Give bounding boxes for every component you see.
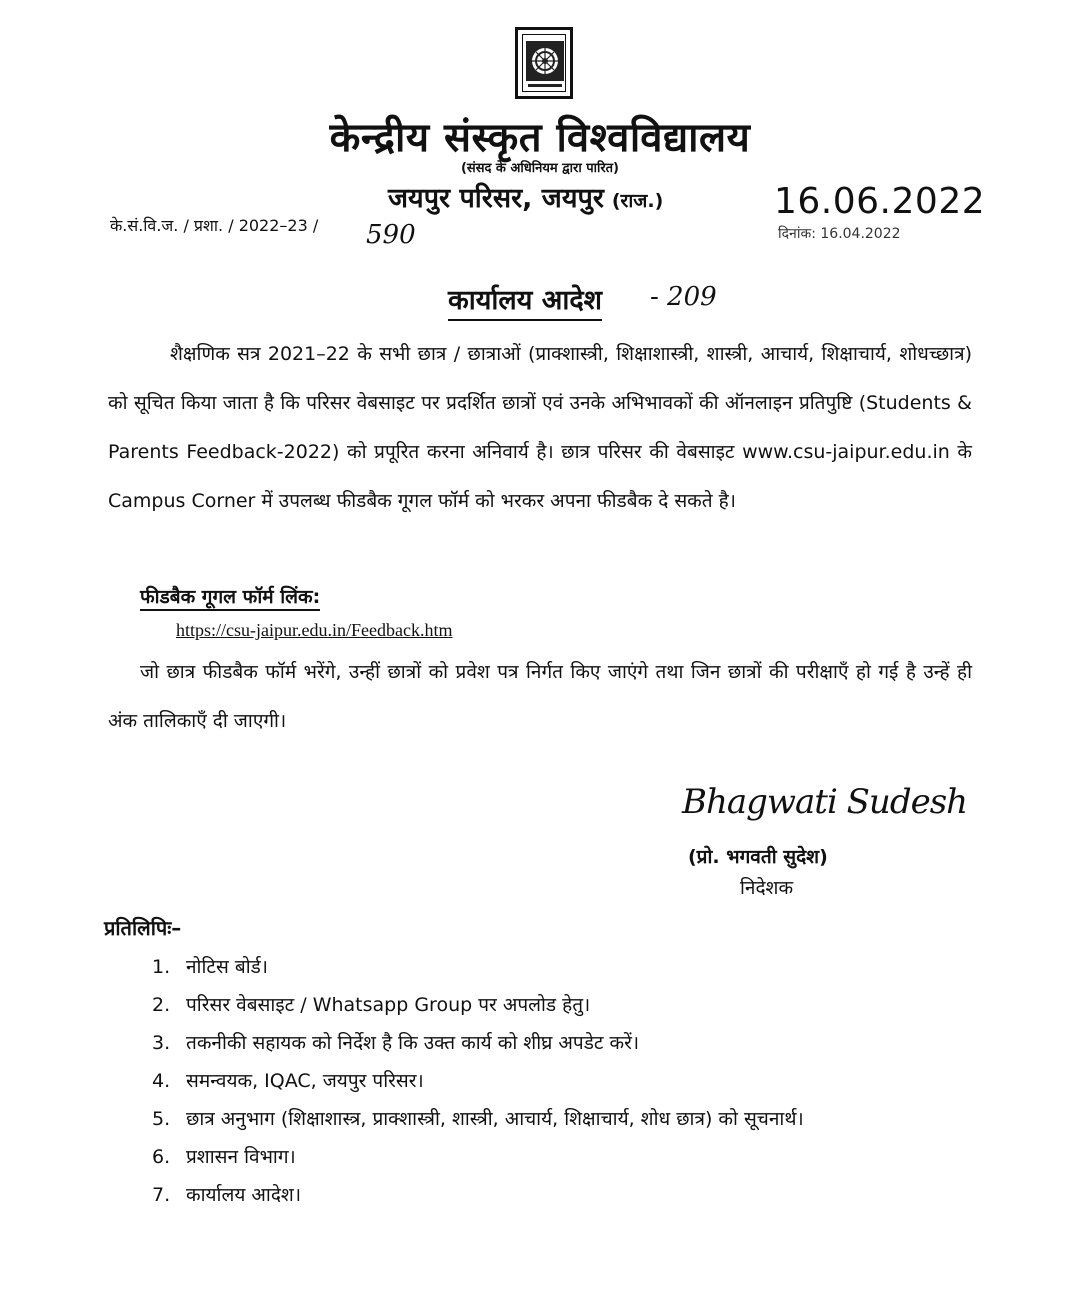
list-item-text: प्रशासन विभाग। (186, 1146, 296, 1168)
act-note: (संसद के अधिनियम द्वारा पारित) (460, 161, 619, 176)
stamped-date: 16.06.2022 (774, 181, 986, 222)
body-paragraph-1: शैक्षणिक सत्र 2021–22 के सभी छात्र / छात्राओं (प्राक्शास्त्री, शिक्षाशास्त्री, शास्त्री, आचार्य, शिक्षाचार्य, शोधच्छात्र) को सूचित किया जाता है कि परिसर वेबसाइट पर प्रदर्शित छात्रों एवं उनके अभिभावकों की ऑनलाइन प्रतिपुष्टि (Students & Parents Feedback-2022) को प्रपूरित करना अनिवार्य है। छात्र परिसर की वेबसाइट www.csu-jaipur.edu.in के Campus Corner में उपलब्ध फीडबैक गूगल फॉर्म को भरकर अपना फीडबैक दे सकते है। (108, 343, 972, 512)
list-item (152, 1024, 974, 1062)
emblem-drawing (523, 35, 567, 93)
campus-name (388, 178, 663, 215)
reference-number: के.सं.वि.ज. / प्रशा. / 2022–23 / (110, 216, 319, 235)
signature: Bhagwati Sudesh (682, 782, 968, 822)
list-item-number: 2. (152, 994, 171, 1016)
list-item-number: 3. (152, 1032, 171, 1054)
handwritten-order-number: - 209 (650, 282, 717, 312)
list-item-number: 4. (152, 1070, 171, 1092)
list-item-number: 6. (152, 1146, 171, 1168)
list-item-text: कार्यालय आदेश। (186, 1184, 302, 1206)
order-title: कार्यालय आदेश (448, 280, 602, 321)
university-emblem-icon (515, 27, 573, 99)
university-name: केन्द्रीय संस्कृत विश्वविद्यालय (329, 115, 751, 161)
list-item-text: नोटिस बोर्ड। (186, 956, 268, 978)
list-item (152, 1176, 974, 1214)
list-item-number: 1. (152, 956, 171, 978)
feedback-link-label: फीडबैक गूगल फॉर्म लिंक: (140, 583, 320, 611)
list-item (152, 986, 974, 1024)
list-item-text: छात्र अनुभाग (शिक्षाशास्त्र, प्राक्शास्त्री, शास्त्री, आचार्य, शिक्षाचार्य, शोध छात्र) को सूचनार्थ। (186, 1108, 804, 1130)
list-item-number: 7. (152, 1184, 171, 1206)
list-item (152, 1062, 974, 1100)
handwritten-reference-number: 590 (366, 220, 416, 250)
signatory-designation: निदेशक (740, 877, 794, 899)
list-item-text: परिसर वेबसाइट / Whatsapp Group पर अपलोड हेतु। (186, 994, 591, 1016)
state-text: (राज.) (611, 190, 664, 212)
list-item (152, 948, 974, 986)
signatory-name: (प्रो. भगवती सुदेश) (688, 846, 828, 868)
list-item (152, 1100, 974, 1138)
list-item-text: समन्वयक, IQAC, जयपुर परिसर। (186, 1070, 424, 1092)
campus-text: जयपुर परिसर, जयपुर (388, 183, 604, 214)
body-paragraph-2: जो छात्र फीडबैक फॉर्म भरेंगे, उन्हीं छात्रों को प्रवेश पत्र निर्गत किए जाएंगे तथा जिन छात्रों की परीक्षाएँ हो गई है उन्हें ही अंक तालिकाएँ दी जाएगी। (108, 661, 972, 732)
copies-heading: प्रतिलिपिः– (104, 916, 182, 940)
date-label: दिनांक: 16.04.2022 (778, 226, 901, 242)
feedback-link[interactable]: https://csu-jaipur.edu.in/Feedback.htm (176, 620, 453, 640)
list-item-text: तकनीकी सहायक को निर्देश है कि उक्त कार्य को शीघ्र अपडेट करें। (186, 1032, 640, 1054)
list-item (152, 1138, 974, 1176)
copies-list (152, 948, 974, 1214)
list-item-number: 5. (152, 1108, 171, 1130)
